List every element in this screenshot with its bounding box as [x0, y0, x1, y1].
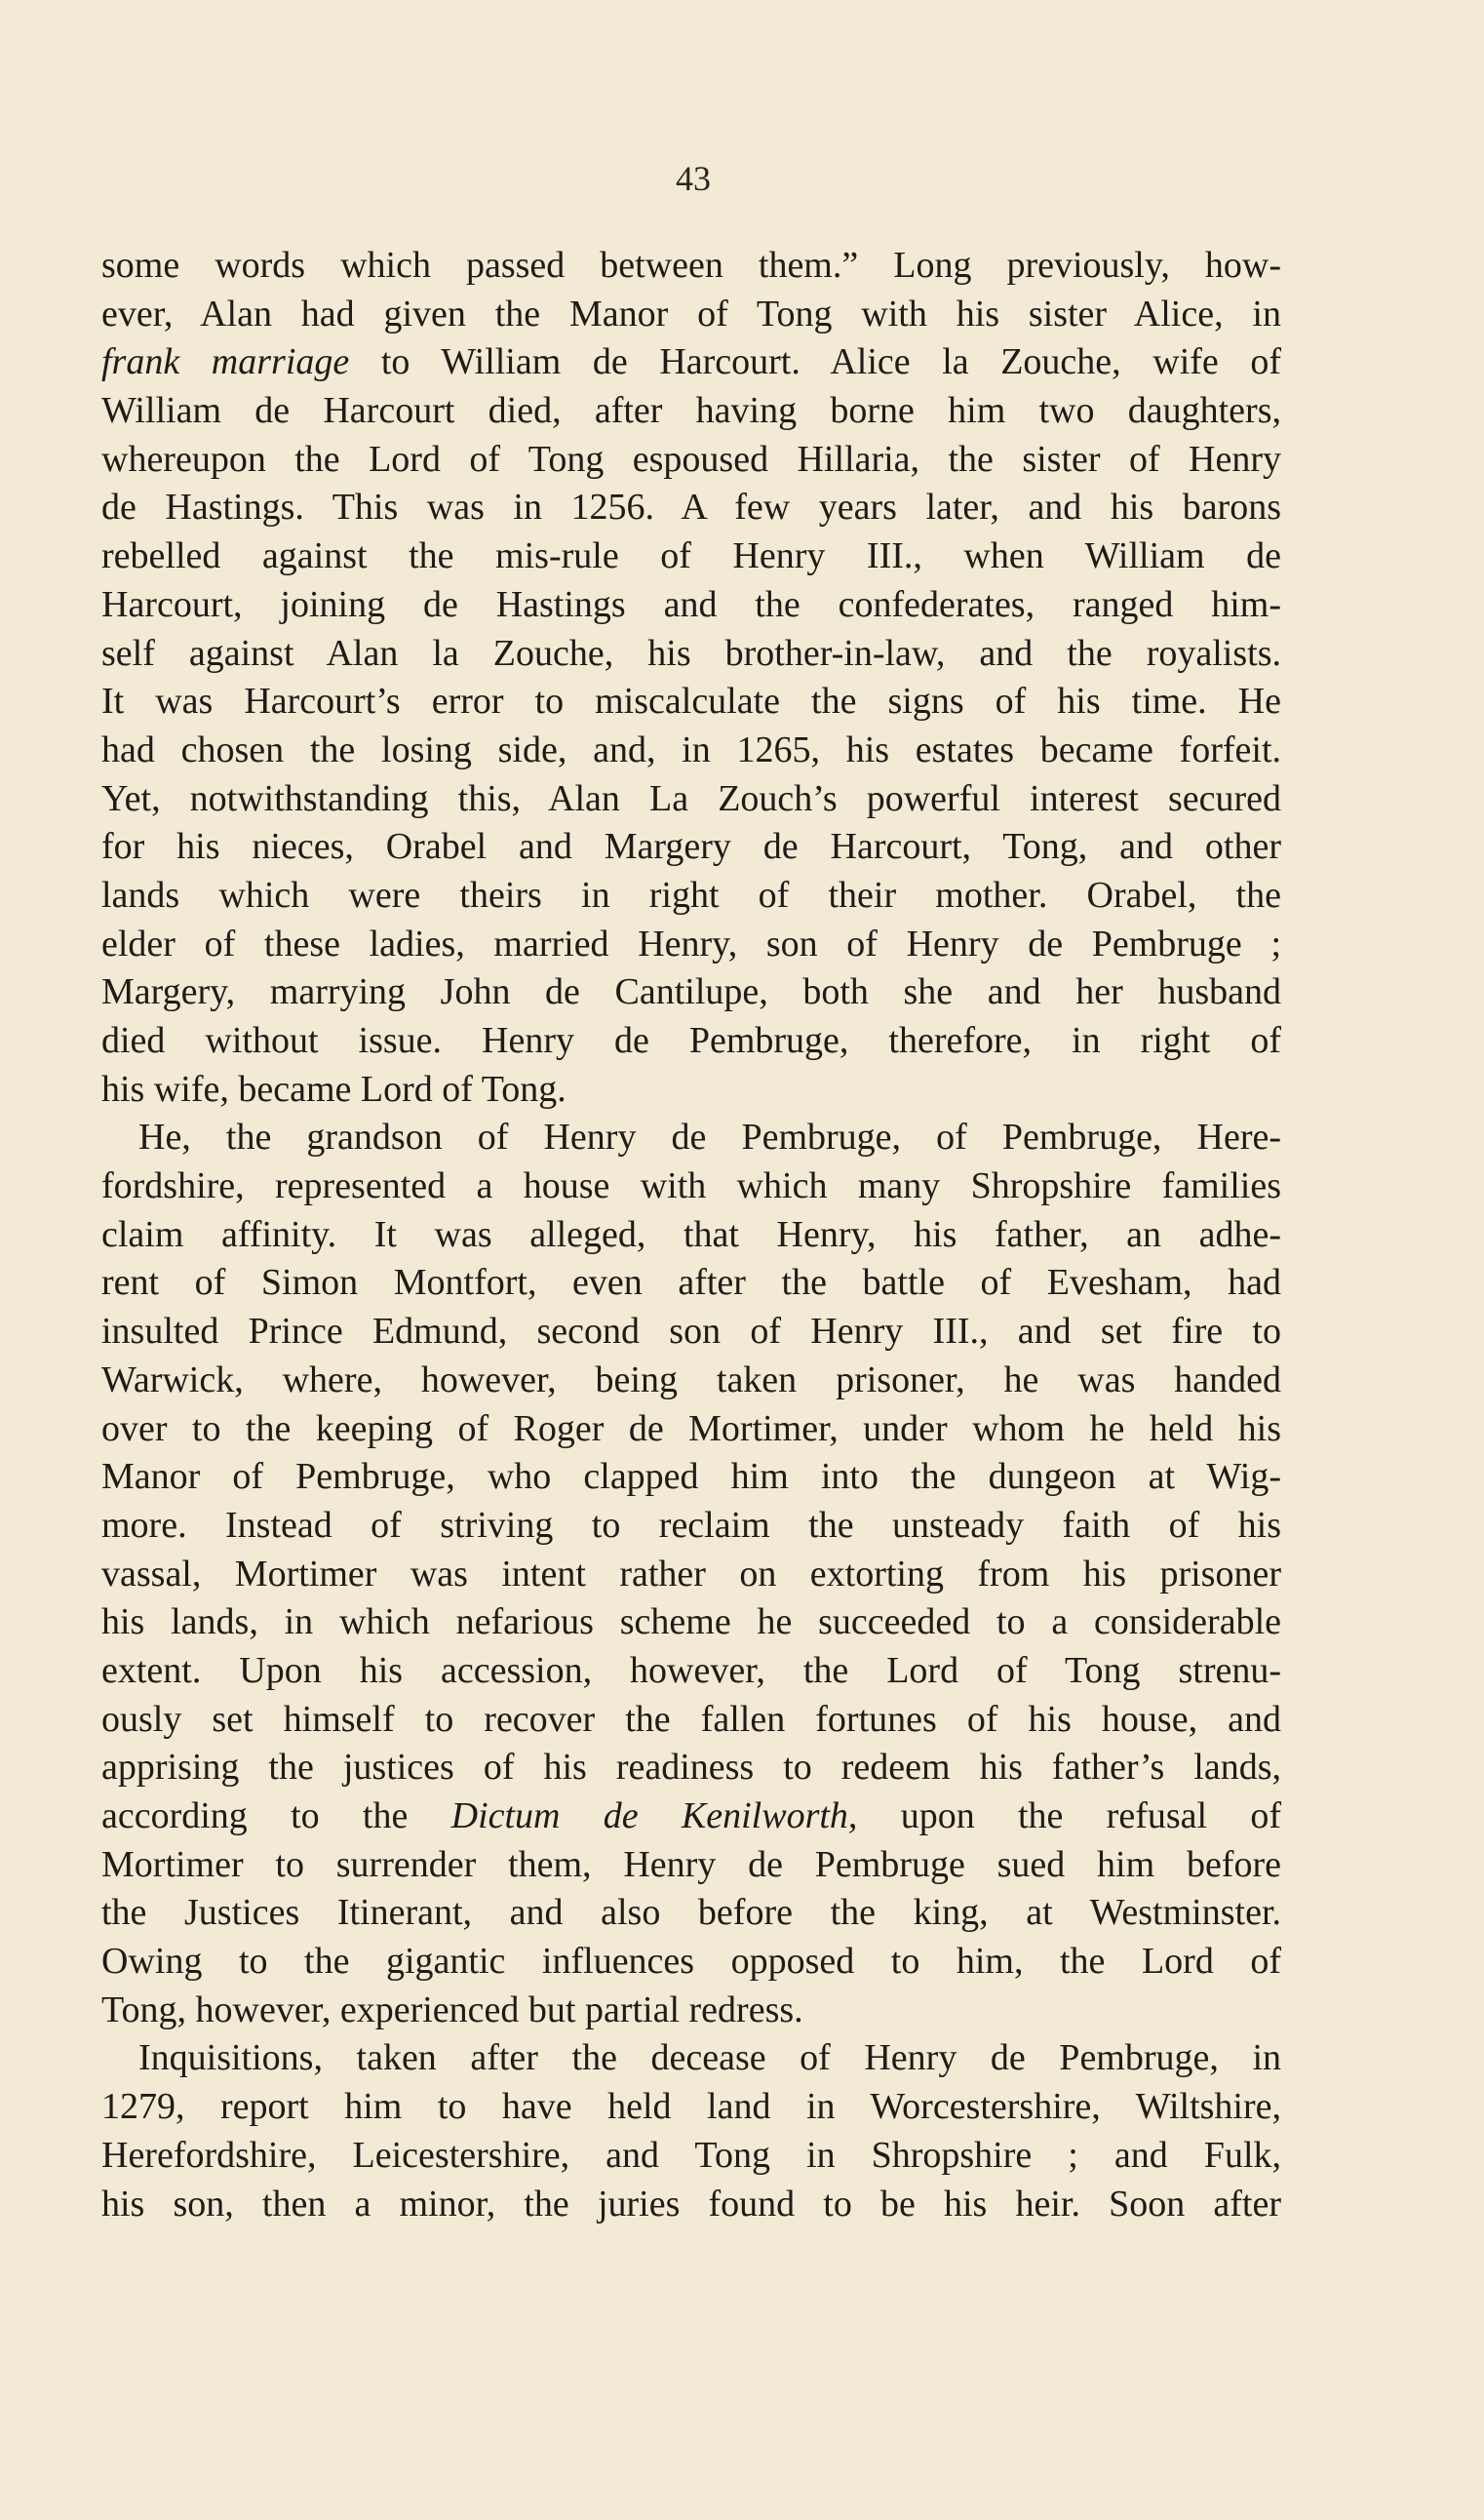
- text-line: Harcourt, joining de Hastings and the confederates, ranged him-: [101, 583, 1281, 625]
- text-line: over to the keeping of Roger de Mortimer, under whom he held his: [101, 1407, 1281, 1449]
- text-line: elder of these ladies, married Henry, son of Henry de Pembruge ;: [101, 923, 1281, 965]
- text-line: extent. Upon his accession, however, the Lord of Tong strenu-: [101, 1649, 1281, 1691]
- text-line: 1279, report him to have held land in Worcestershire, Wiltshire,: [101, 2086, 1281, 2128]
- text-line: had chosen the losing side, and, in 1265, his estates became forfeit.: [101, 728, 1281, 770]
- text-line: self against Alan la Zouche, his brother-in-law, and the royalists.: [101, 632, 1281, 674]
- italic-phrase: frank marriage: [101, 341, 350, 383]
- text-line: some words which passed between them.” Long previously, how-: [101, 245, 1281, 286]
- text-line: for his nieces, Orabel and Margery de Harcourt, Tong, and other: [101, 826, 1281, 868]
- text-line: apprising the justices of his readiness to redeem his father’s lands,: [101, 1747, 1281, 1789]
- italic-phrase: Dictum de Kenilworth,: [450, 1795, 858, 1836]
- text-line: Margery, marrying John de Cantilupe, both she and her husband: [101, 971, 1281, 1013]
- text-run: upon the refusal of: [857, 1795, 1281, 1836]
- text-line: fordshire, represented a house with which many Shropshire families: [101, 1165, 1281, 1207]
- text-line: [101, 1792, 1281, 1841]
- text-line: Herefordshire, Leicestershire, and Tong in Shropshire ; and Fulk,: [101, 2134, 1281, 2176]
- page-number: 43: [676, 159, 711, 198]
- text-line: Owing to the gigantic influences opposed to him, the Lord of: [101, 1941, 1281, 1983]
- text-line: Tong, however, experienced but partial redress.: [101, 1988, 803, 2030]
- text-line: de Hastings. This was in 1256. A few years later, and his barons: [101, 487, 1281, 529]
- text-line: the Justices Itinerant, and also before the king, at Westminster.: [101, 1892, 1281, 1934]
- text-line: Manor of Pembruge, who clapped him into the dungeon at Wig-: [101, 1456, 1281, 1498]
- text-line: more. Instead of striving to reclaim the unsteady faith of his: [101, 1504, 1281, 1546]
- text-line: claim affinity. It was alleged, that Henry, his father, an adhe-: [101, 1213, 1281, 1255]
- text-line: rent of Simon Montfort, even after the battle of Evesham, had: [101, 1262, 1281, 1304]
- text-line: Warwick, where, however, being taken prisoner, he was handed: [101, 1358, 1281, 1400]
- paragraph: [101, 2034, 1281, 2228]
- text-line: his wife, became Lord of Tong.: [101, 1068, 566, 1110]
- text-line: [101, 338, 1281, 387]
- text-line: Inquisitions, taken after the decease of Henry de Pembruge, in: [138, 2037, 1281, 2079]
- text-line: died without issue. Henry de Pembruge, therefore, in right of: [101, 1020, 1281, 1061]
- text-run: according to the: [101, 1795, 451, 1836]
- text-line: William de Harcourt died, after having borne him two daughters,: [101, 390, 1281, 432]
- text-line: Yet, notwithstanding this, Alan La Zouch’s powerful interest secured: [101, 777, 1281, 819]
- body-text: [101, 242, 1281, 2228]
- text-line: whereupon the Lord of Tong espoused Hillaria, the sister of Henry: [101, 438, 1281, 480]
- text-line: lands which were theirs in right of their mother. Orabel, the: [101, 874, 1281, 916]
- text-line: Mortimer to surrender them, Henry de Pembruge sued him before: [101, 1843, 1281, 1885]
- paragraph: [101, 1114, 1281, 2034]
- text-line: vassal, Mortimer was intent rather on extorting from his prisoner: [101, 1553, 1281, 1595]
- text-line: his son, then a minor, the juries found to be his heir. Soon after: [101, 2183, 1281, 2225]
- paragraph: [101, 242, 1281, 1114]
- text-line: his lands, in which nefarious scheme he succeeded to a considerable: [101, 1601, 1281, 1643]
- text-line: It was Harcourt’s error to miscalculate the signs of his time. He: [101, 681, 1281, 723]
- text-line: He, the grandson of Henry de Pembruge, of Pembruge, Here-: [138, 1117, 1281, 1159]
- text-line: rebelled against the mis-rule of Henry III., when William de: [101, 535, 1281, 577]
- text-line: insulted Prince Edmund, second son of Henry III., and set fire to: [101, 1311, 1281, 1353]
- text-line: ever, Alan had given the Manor of Tong with his sister Alice, in: [101, 293, 1281, 335]
- text-run: to William de Harcourt. Alice la Zouche, wife of: [349, 341, 1282, 383]
- text-line: ously set himself to recover the fallen fortunes of his house, and: [101, 1698, 1281, 1740]
